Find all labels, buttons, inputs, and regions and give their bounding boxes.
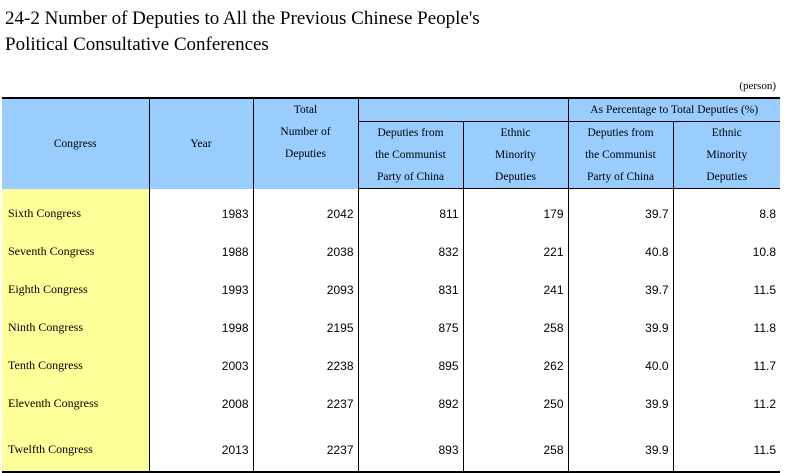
cell-year: 2013 xyxy=(149,417,253,472)
header-pct-ethnic xyxy=(673,122,780,189)
page-title xyxy=(5,6,795,58)
table-row xyxy=(2,265,780,303)
header-cpc xyxy=(358,122,463,189)
header-pct-group: As Percentage to Total Deputies (%) xyxy=(568,98,780,122)
table-row xyxy=(2,341,780,379)
cell-total: 2093 xyxy=(253,265,358,303)
deputies-table xyxy=(2,97,780,473)
header-pct-ethnic-line-2: Minority xyxy=(706,149,748,161)
cell-total: 2237 xyxy=(253,379,358,417)
cell-ethnic: 241 xyxy=(463,265,568,303)
cell-cpc: 895 xyxy=(358,341,463,379)
cell-total: 2038 xyxy=(253,227,358,265)
header-congress: Congress xyxy=(2,98,149,189)
cell-cpc: 832 xyxy=(358,227,463,265)
cell-congress: Sixth Congress xyxy=(2,189,149,228)
header-row-1 xyxy=(2,98,780,122)
cell-total: 2195 xyxy=(253,303,358,341)
header-pct-cpc xyxy=(568,122,673,189)
cell-pct-ethnic: 10.8 xyxy=(673,227,780,265)
header-pct-ethnic-line-1: Ethnic xyxy=(711,127,742,139)
cell-ethnic: 221 xyxy=(463,227,568,265)
cell-cpc: 893 xyxy=(358,417,463,472)
cell-pct-ethnic: 11.5 xyxy=(673,265,780,303)
cell-year: 1988 xyxy=(149,227,253,265)
cell-congress: Seventh Congress xyxy=(2,227,149,265)
header-total xyxy=(253,98,358,189)
cell-pct-ethnic: 8.8 xyxy=(673,189,780,228)
header-ethnic-line-3: Deputies xyxy=(495,171,536,183)
cell-pct-cpc: 40.8 xyxy=(568,227,673,265)
cell-congress: Eighth Congress xyxy=(2,265,149,303)
cell-total: 2237 xyxy=(253,417,358,472)
cell-year: 2003 xyxy=(149,341,253,379)
cell-pct-ethnic: 11.7 xyxy=(673,341,780,379)
cell-pct-cpc: 39.9 xyxy=(568,417,673,472)
cell-pct-ethnic: 11.5 xyxy=(673,417,780,472)
title-line-2: Political Consultative Conferences xyxy=(5,34,269,55)
table-row xyxy=(2,379,780,417)
cell-pct-ethnic: 11.8 xyxy=(673,303,780,341)
cell-cpc: 811 xyxy=(358,189,463,228)
table-row xyxy=(2,227,780,265)
header-ethnic-line-2: Minority xyxy=(495,149,536,161)
cell-year: 1983 xyxy=(149,189,253,228)
unit-label: (person) xyxy=(739,80,776,92)
header-total-line-1: Total xyxy=(293,104,318,116)
cell-year: 1993 xyxy=(149,265,253,303)
cell-cpc: 831 xyxy=(358,265,463,303)
table-row xyxy=(2,189,780,228)
cell-ethnic: 258 xyxy=(463,303,568,341)
cell-pct-cpc: 39.9 xyxy=(568,379,673,417)
header-pct-ethnic-line-3: Deputies xyxy=(706,171,748,183)
header-ethnic xyxy=(463,122,568,189)
header-pct-cpc-line-2: the Communist xyxy=(585,149,656,161)
header-pct-cpc-line-3: Party of China xyxy=(586,171,655,183)
header-year: Year xyxy=(149,98,253,189)
cell-ethnic: 258 xyxy=(463,417,568,472)
cell-ethnic: 262 xyxy=(463,341,568,379)
header-cpc-line-2: the Communist xyxy=(375,149,446,161)
header-blank-group xyxy=(358,98,568,122)
table-row xyxy=(2,303,780,341)
cell-cpc: 875 xyxy=(358,303,463,341)
cell-total: 2042 xyxy=(253,189,358,228)
cell-congress: Twelfth Congress xyxy=(2,417,149,472)
cell-total: 2238 xyxy=(253,341,358,379)
cell-pct-cpc: 39.7 xyxy=(568,265,673,303)
cell-pct-cpc: 39.9 xyxy=(568,303,673,341)
header-total-line-3: Deputies xyxy=(285,148,326,160)
header-cpc-line-1: Deputies from xyxy=(377,127,444,139)
cell-year: 1998 xyxy=(149,303,253,341)
cell-congress: Eleventh Congress xyxy=(2,379,149,417)
cell-ethnic: 250 xyxy=(463,379,568,417)
cell-congress: Tenth Congress xyxy=(2,341,149,379)
cell-pct-ethnic: 11.2 xyxy=(673,379,780,417)
header-cpc-line-3: Party of China xyxy=(376,171,445,183)
header-total-line-2: Number of xyxy=(280,126,331,138)
cell-pct-cpc: 40.0 xyxy=(568,341,673,379)
table-row xyxy=(2,417,780,472)
header-pct-cpc-line-1: Deputies from xyxy=(587,127,654,139)
cell-congress: Ninth Congress xyxy=(2,303,149,341)
cell-ethnic: 179 xyxy=(463,189,568,228)
title-line-1: 24-2 Number of Deputies to All the Previous Chinese People's xyxy=(5,8,480,29)
header-ethnic-line-1: Ethnic xyxy=(500,127,531,139)
cell-cpc: 892 xyxy=(358,379,463,417)
cell-year: 2008 xyxy=(149,379,253,417)
cell-pct-cpc: 39.7 xyxy=(568,189,673,228)
